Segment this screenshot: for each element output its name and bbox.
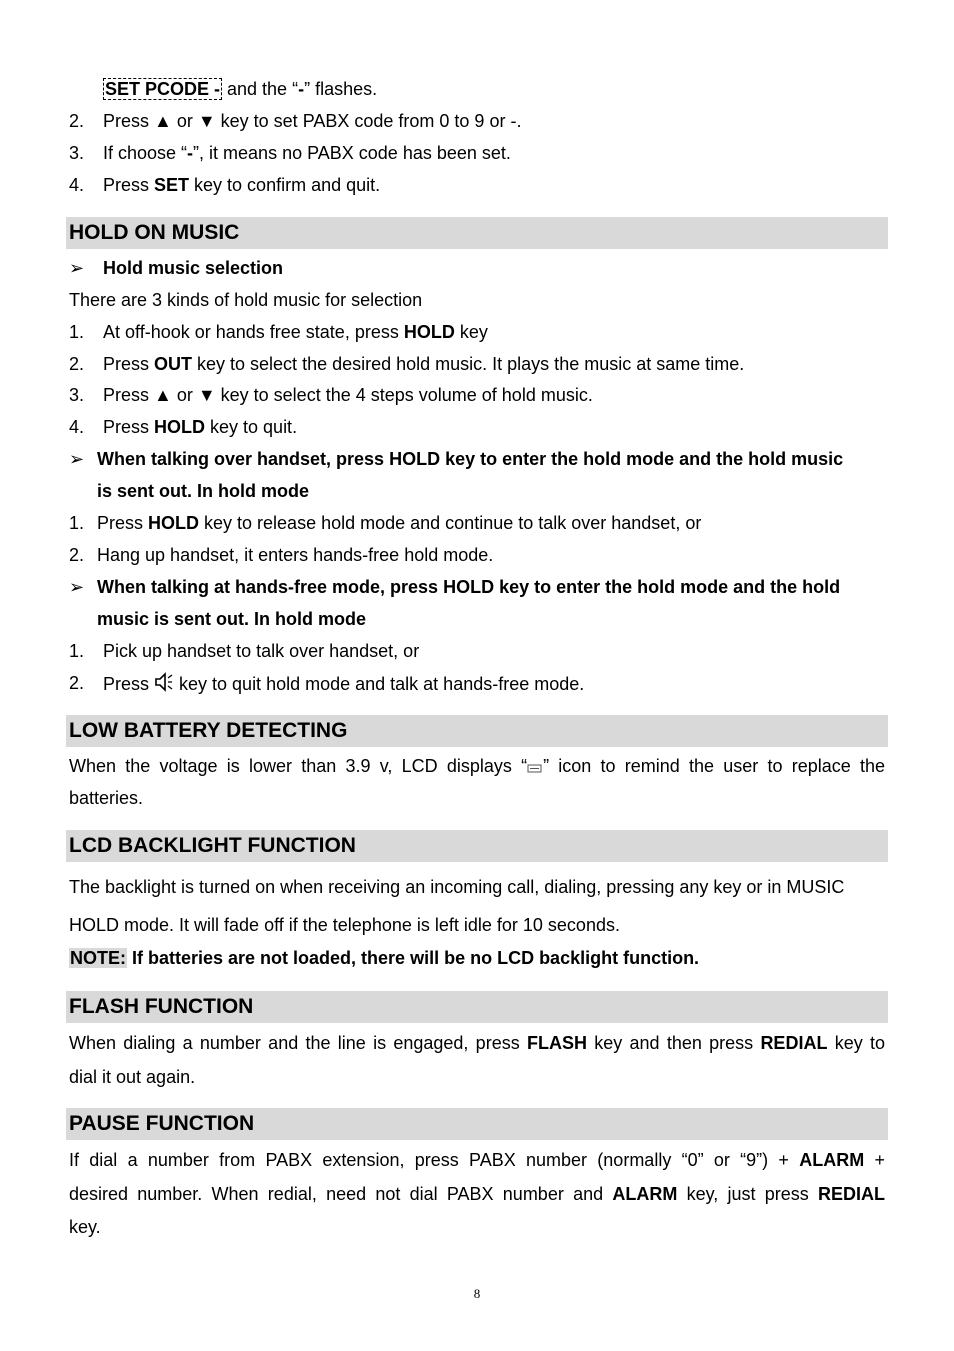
pcode-label: SET PCODE - bbox=[105, 79, 221, 99]
note: NOTE: If batteries are not loaded, there will be no LCD backlight function. bbox=[70, 948, 700, 968]
flash-paragraph-line1: When dialing a number and the line is engaged, press FLASH key and then press REDIAL key to bbox=[69, 1033, 886, 1053]
arrowhead-bullet-icon: ➢ bbox=[69, 577, 85, 597]
arrowhead-bullet-icon: ➢ bbox=[69, 449, 85, 469]
page-number: 8 bbox=[473, 1286, 481, 1301]
section-heading-low-battery: LOW BATTERY DETECTING bbox=[66, 715, 888, 747]
hold-intro: There are 3 kinds of hold music for selection bbox=[69, 290, 423, 310]
speaker-icon bbox=[154, 672, 174, 692]
pause-paragraph-line1: If dial a number from PABX extension, press PABX number (normally “0” or “9”) + ALARM + bbox=[69, 1150, 886, 1170]
pcode-line: SET PCODE - and the “-” flashes. bbox=[105, 79, 378, 99]
battery-paragraph-line1: When the voltage is lower than 3.9 v, LCD displays “ ” icon to remind the user to replace the bbox=[69, 756, 885, 776]
pause-paragraph-line2: desired number. When redial, need not dial PABX number and ALARM key, just press REDIAL bbox=[69, 1184, 885, 1204]
section-heading-backlight: LCD BACKLIGHT FUNCTION bbox=[66, 830, 888, 862]
section-heading-flash: FLASH FUNCTION bbox=[66, 991, 888, 1023]
note-label: NOTE: bbox=[70, 948, 126, 968]
section-heading-hold-music: HOLD ON MUSIC bbox=[66, 217, 888, 249]
section-heading-pause: PAUSE FUNCTION bbox=[66, 1108, 888, 1140]
arrowhead-bullet-icon: ➢ bbox=[69, 258, 85, 278]
battery-icon bbox=[527, 762, 543, 774]
